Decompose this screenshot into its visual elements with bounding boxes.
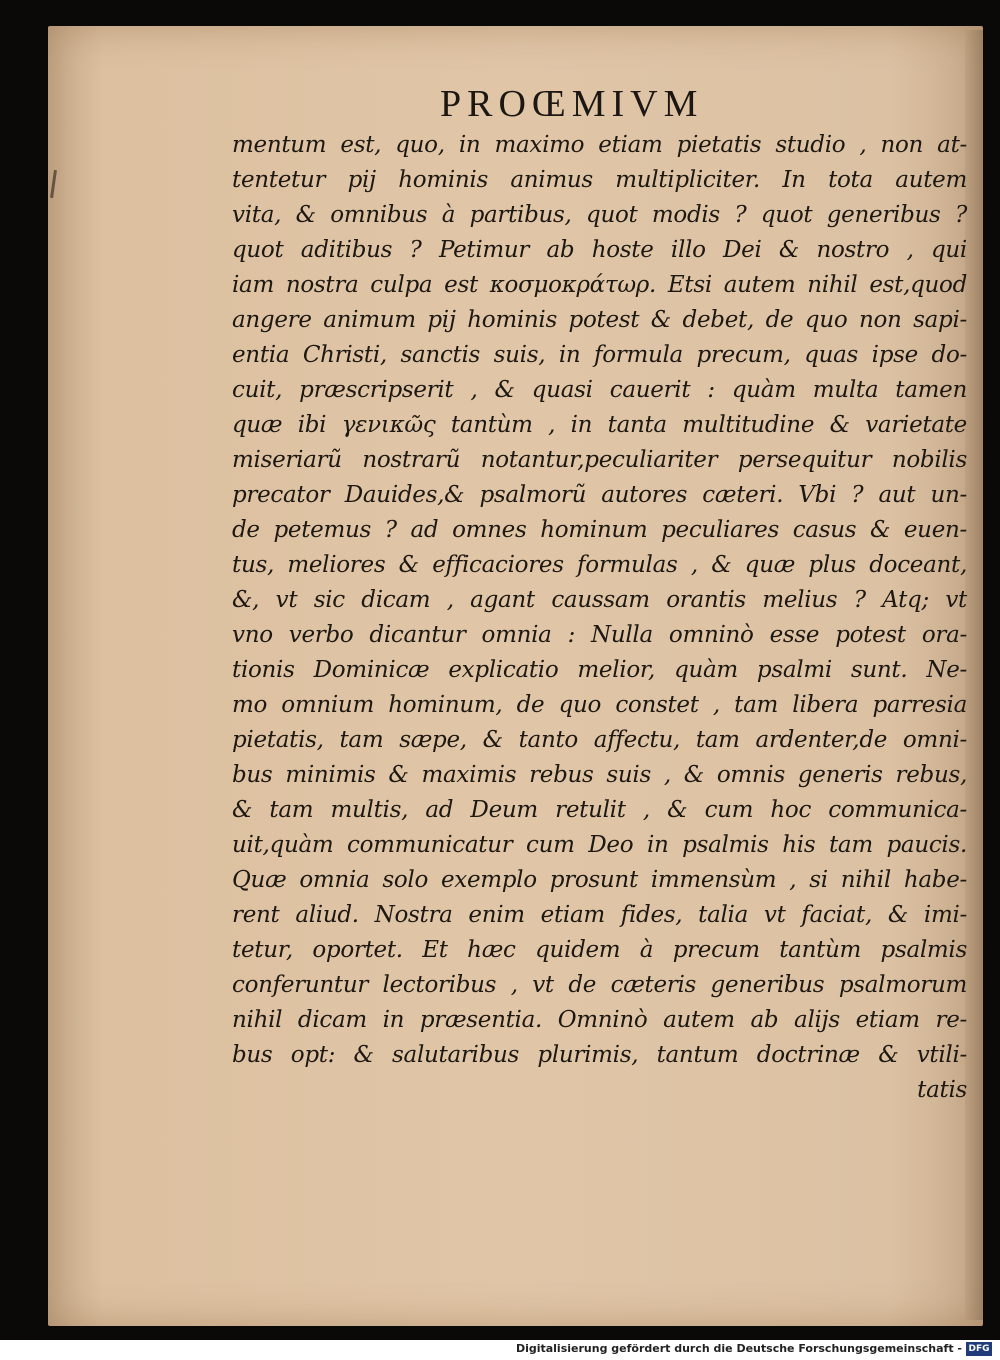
text-line: de petemus ? ad omnes hominum peculiares casus & euen- xyxy=(232,517,967,543)
text-line: quæ ibi γενικῶς tantùm , in tanta multitudine & varietate xyxy=(232,412,967,438)
text-line: mo omnium hominum, de quo constet , tam libera parresia xyxy=(232,692,967,718)
text-line: nihil dicam in præsentia. Omninò autem ab alijs etiam re- xyxy=(232,1007,967,1033)
body-text xyxy=(232,128,967,1108)
text-line: quot aditibus ? Petimur ab hoste illo Dei & nostro , qui xyxy=(232,237,967,263)
text-line: bus minimis & maximis rebus suis , & omnis generis rebus, xyxy=(232,762,967,788)
digitization-note: Digitalisierung gefördert durch die Deutsche Forschungsgemeinschaft - xyxy=(515,1342,962,1355)
page-edge-shadow xyxy=(965,30,983,1320)
text-line: conferuntur lectoribus , vt de cæteris generibus psalmorum xyxy=(232,972,967,998)
text-line: precator Dauides,& psalmorũ autores cæteri. Vbi ? aut un- xyxy=(232,482,967,508)
text-line: bus opt: & salutaribus plurimis, tantum doctrinæ & vtili- xyxy=(232,1042,967,1068)
text-line: iam nostra culpa est κοσμοκράτωρ. Etsi autem nihil est,quod xyxy=(232,272,967,298)
text-line: uit,quàm communicatur cum Deo in psalmis his tam paucis. xyxy=(232,832,967,858)
text-line: tetur, oportet. Et hæc quidem à precum tantùm psalmis xyxy=(232,937,967,963)
dfg-logo: DFG xyxy=(966,1342,992,1356)
text-line: mentum est, quo, in maximo etiam pietatis studio , non at- xyxy=(232,132,967,158)
text-line: tentetur pij hominis animus multipliciter. In tota autem xyxy=(232,167,967,193)
text-line: entia Christi, sanctis suis, in formula precum, quas ipse do- xyxy=(232,342,967,368)
text-line: tatis xyxy=(917,1077,967,1103)
text-line: vita, & omnibus à partibus, quot modis ? quot generibus ? xyxy=(232,202,967,228)
running-head: PROŒMIVM xyxy=(440,83,704,125)
text-line: pietatis, tam sæpe, & tanto affectu, tam ardenter,de omni- xyxy=(232,727,967,753)
text-line: cuit, præscripserit , & quasi cauerit : quàm multa tamen xyxy=(232,377,967,403)
text-line: tionis Dominicæ explicatio melior, quàm psalmi sunt. Ne- xyxy=(232,657,967,683)
text-line: vno verbo dicantur omnia : Nulla omninò esse potest ora- xyxy=(232,622,967,648)
text-line: tus, meliores & efficaciores formulas , & quæ plus doceant, xyxy=(232,552,967,578)
text-line: miseriarũ nostrarũ notantur,peculiariter persequitur nobilis xyxy=(232,447,967,473)
text-line: angere animum pij hominis potest & debet, de quo non sapi- xyxy=(232,307,967,333)
text-line: & tam multis, ad Deum retulit , & cum hoc communica- xyxy=(232,797,967,823)
text-line: Quæ omnia solo exemplo prosunt immensùm , si nihil habe- xyxy=(232,867,967,893)
text-line: rent aliud. Nostra enim etiam fides, talia vt faciat, & imi- xyxy=(232,902,967,928)
text-line: &, vt sic dicam , agant caussam orantis melius ? Atq; vt xyxy=(232,587,967,613)
